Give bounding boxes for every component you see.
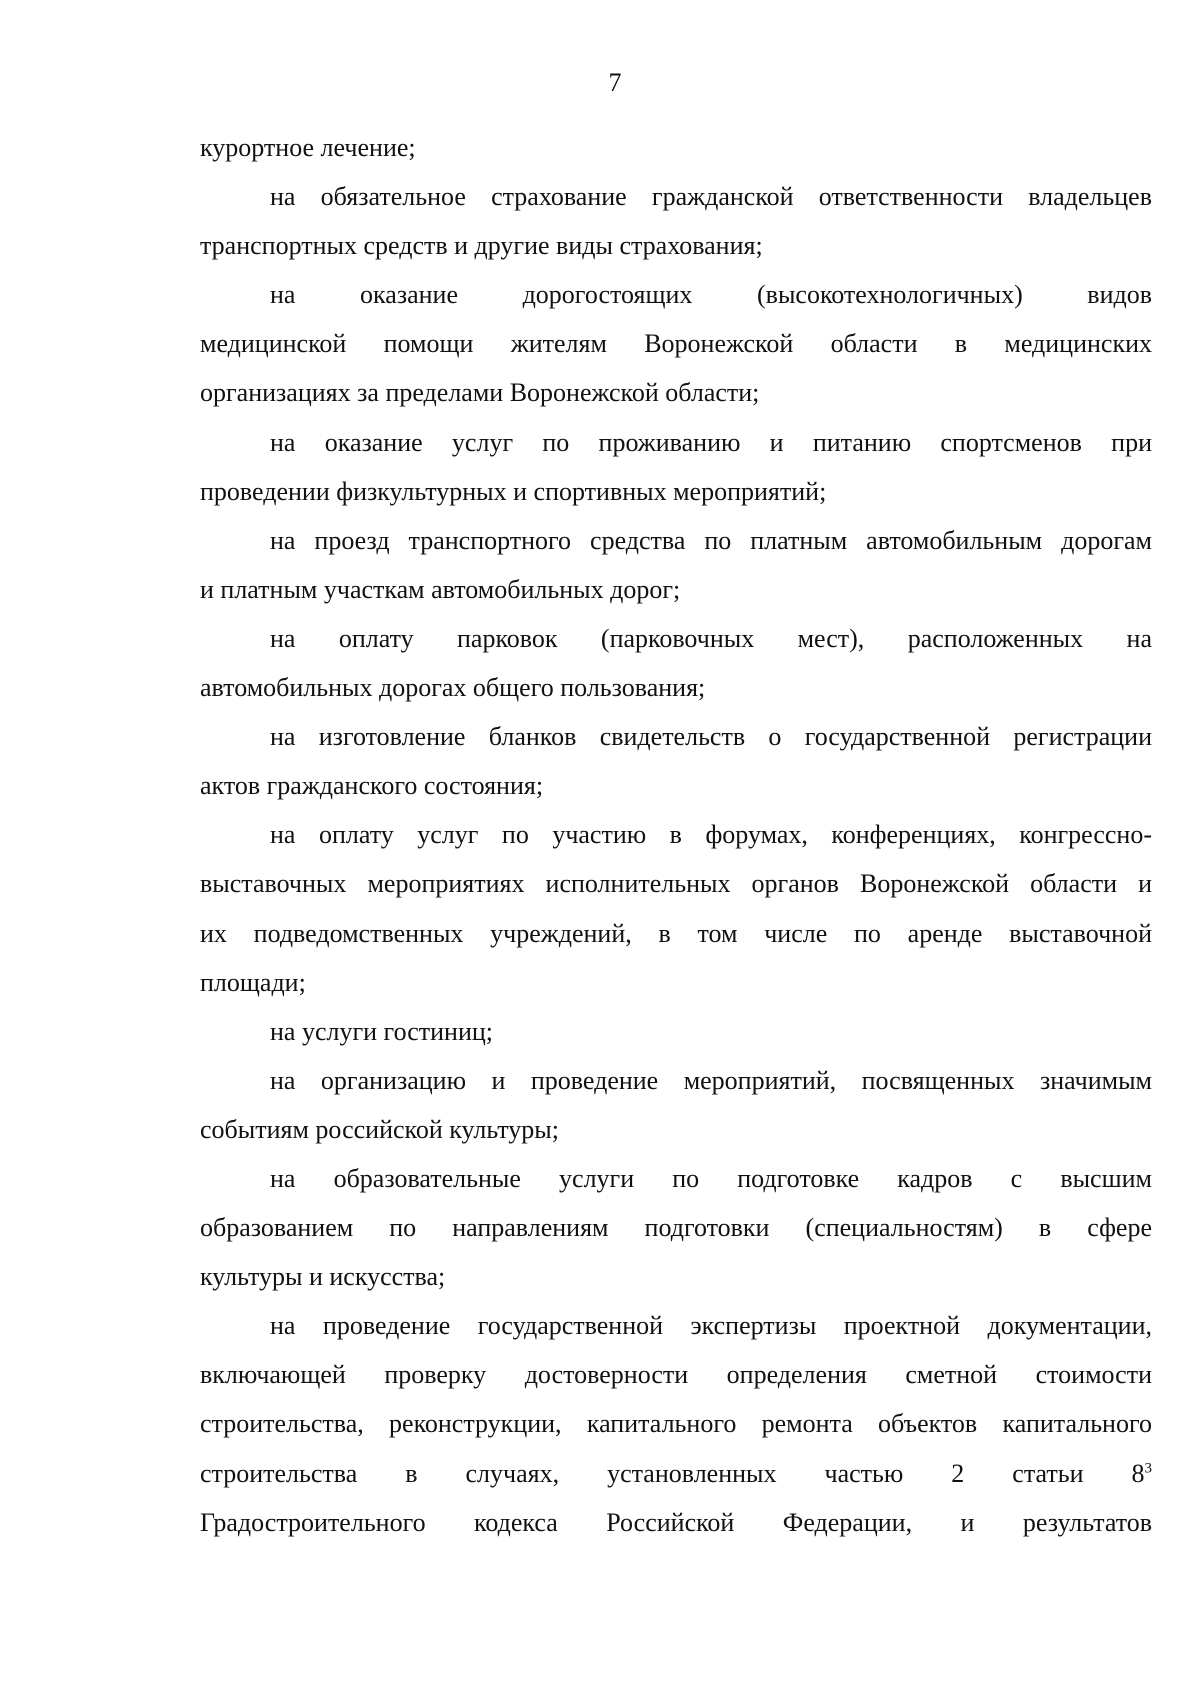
text-line: выставочных мероприятиях исполнительных органов Воронежской области и [200, 869, 1152, 899]
text-line: на организацию и проведение мероприятий, посвященных значимым [270, 1065, 1152, 1095]
text-line: на проведение государственной экспертизы проектной документации, [270, 1311, 1152, 1341]
paragraph [200, 1056, 1152, 1154]
text-line: включающей проверку достоверности определения сметной стоимости [200, 1360, 1152, 1390]
text-line: проведении физкультурных и спортивных мероприятий; [200, 476, 827, 506]
text-line: строительства, реконструкции, капитального ремонта объектов капитального [200, 1409, 1152, 1439]
paragraph [200, 1154, 1152, 1301]
text-line: актов гражданского состояния; [200, 771, 544, 801]
text-line: на оказание дорогостоящих (высокотехнологичных) видов [270, 280, 1152, 310]
paragraph [200, 1301, 1152, 1546]
text-line: на услуги гостиниц; [270, 1016, 493, 1046]
text-line: автомобильных дорогах общего пользования; [200, 673, 706, 703]
text-line: на обязательное страхование гражданской ответственности владельцев [270, 182, 1152, 212]
paragraph [200, 614, 1152, 712]
text-line: и платным участкам автомобильных дорог; [200, 574, 681, 604]
paragraph [200, 172, 1152, 270]
text-line: транспортных средств и другие виды страхования; [200, 231, 763, 261]
paragraph [200, 123, 1152, 172]
text-line: курортное лечение; [200, 133, 416, 162]
text-line: на оплату услуг по участию в форумах, конференциях, конгрессно- [270, 820, 1152, 850]
text-line: площади; [200, 967, 306, 997]
document-body [200, 123, 1152, 1547]
text-line: их подведомственных учреждений, в том числе по аренде выставочной [200, 918, 1152, 948]
text-line: медицинской помощи жителям Воронежской области в медицинских [200, 329, 1152, 359]
text-line: строительства в случаях, установленных частью 2 статьи $8^3$ [200, 1458, 1152, 1488]
page-number: 7 [608, 68, 622, 97]
paragraph [200, 270, 1152, 417]
superscript: 3 [1144, 1459, 1152, 1476]
text-line: Градостроительного кодекса Российской Федерации, и результатов [200, 1507, 1152, 1537]
paragraph [200, 516, 1152, 614]
paragraph [200, 810, 1152, 1006]
text-line: культуры и искусства; [200, 1262, 446, 1292]
text-line: на изготовление бланков свидетельств о государственной регистрации [270, 722, 1152, 752]
paragraph [200, 1007, 1152, 1056]
text-line: на проезд транспортного средства по платным автомобильным дорогам [270, 525, 1152, 555]
paragraph [200, 418, 1152, 516]
text-line: образованием по направлениям подготовки (специальностям) в сфере [200, 1213, 1152, 1243]
paragraph [200, 712, 1152, 810]
text-line: событиям российской культуры; [200, 1114, 559, 1144]
text-line: на оказание услуг по проживанию и питанию спортсменов при [270, 427, 1152, 457]
text-line: на оплату парковок (парковочных мест), расположенных на [270, 623, 1152, 653]
text-line: на образовательные услуги по подготовке кадров с высшим [270, 1163, 1152, 1193]
text-line: организациях за пределами Воронежской области; [200, 378, 760, 408]
